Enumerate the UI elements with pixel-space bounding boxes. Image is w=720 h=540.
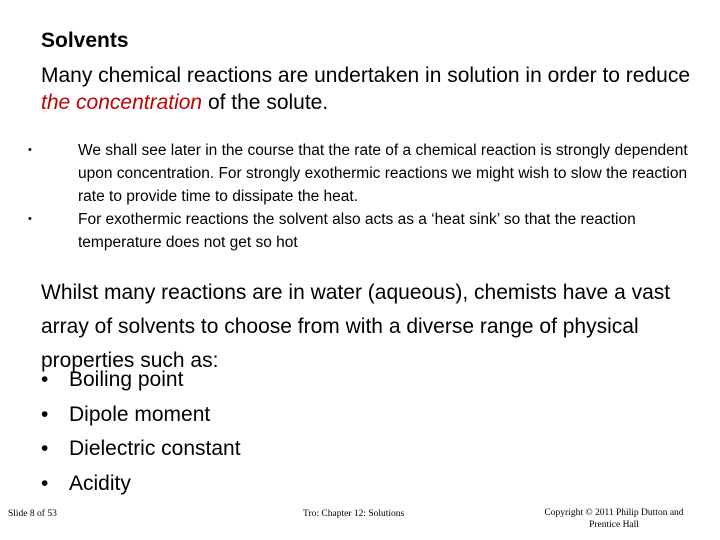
slide-title: Solvents [41,29,129,52]
property-item [41,432,241,467]
property-item [41,398,241,433]
intro-text [41,62,701,116]
bullet-icon: • [28,144,32,156]
bullet-icon: • [41,402,49,426]
property-item [41,467,241,502]
chapter-label: Tro: Chapter 12: Solutions [303,509,405,519]
property-label: Dielectric constant [69,437,241,460]
sub-bullet-item [28,139,700,208]
property-list [41,363,241,501]
slide-number: Slide 8 of 53 [8,509,57,519]
property-label: Acidity [69,471,131,495]
property-label: Dipole moment [69,402,211,426]
bullet-icon: • [41,437,49,460]
copyright-notice: Copyright © 2011 Philip Dutton and Prentice Hall [544,508,684,530]
sub-bullet-text: We shall see later in the course that the rate of a chemical reaction is strongly dependent upon concentration. For strongly exothermic reactions we might wish to slow the reaction rate to provide time to dissipate the heat. [78,142,688,205]
sub-bullet-item [28,208,700,254]
bullet-icon: • [41,368,49,391]
property-label: Boiling point [69,368,184,391]
intro-text-start: Many chemical reactions are undertaken in solution in order to reduce [41,64,691,87]
sub-bullet-list [28,139,700,254]
intro-text-end: of the solute. [202,91,329,114]
property-item [41,363,241,398]
bullet-icon: • [41,471,49,495]
intro-emphasis: the concentration [41,91,203,114]
sub-bullet-text: For exothermic reactions the solvent also acts as a ‘heat sink’ so that the reaction temperature does not get so hot [78,211,636,251]
body-paragraph: Whilst many reactions are in water (aqueous), chemists have a vast array of solvents to choose from with a diverse range of physical properties such as: [41,281,671,372]
bullet-icon: • [28,213,32,225]
